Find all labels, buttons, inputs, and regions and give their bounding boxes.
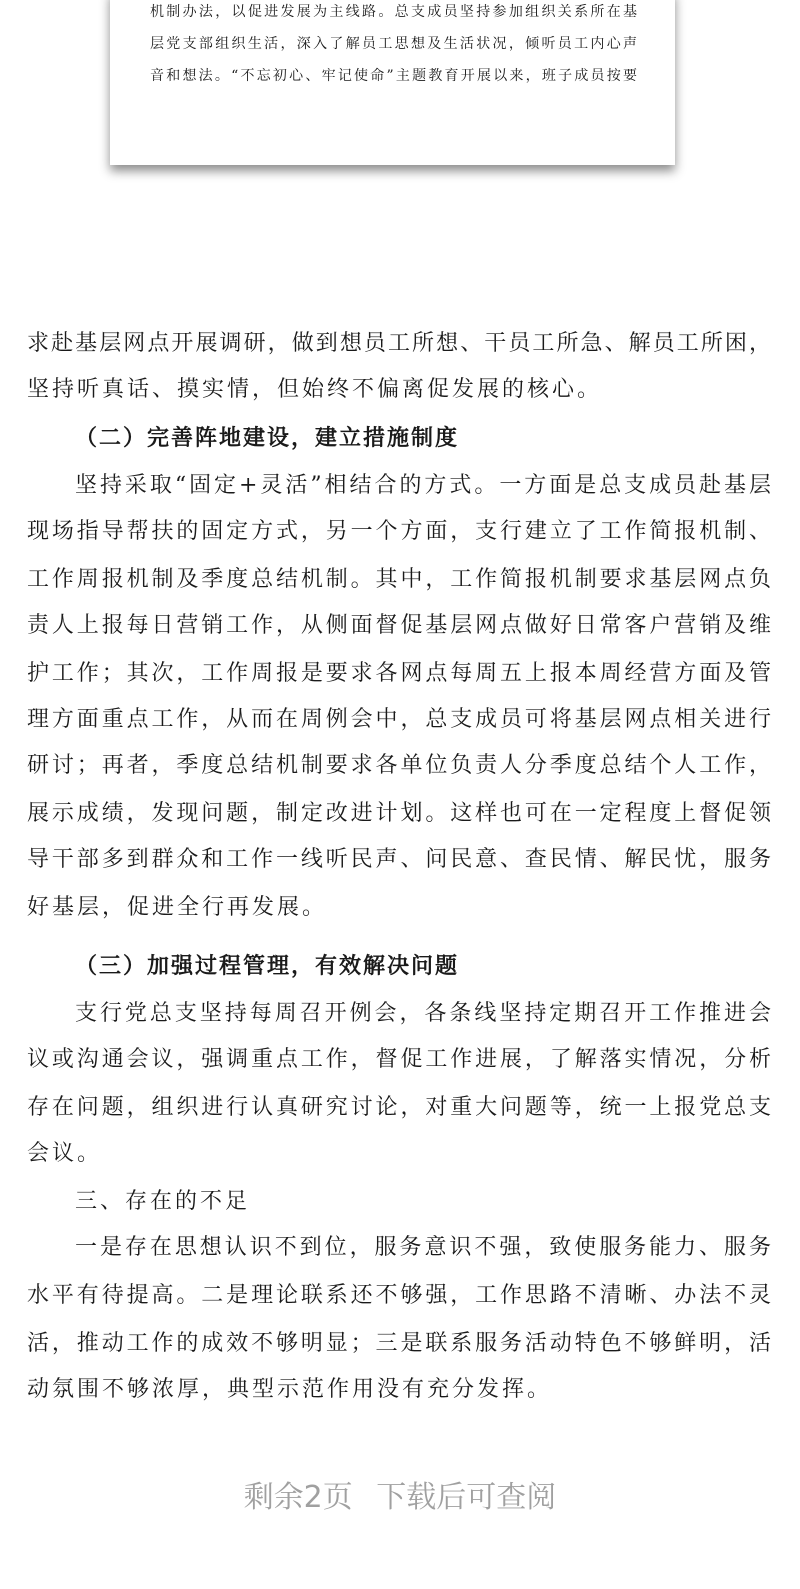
body-text-line: 求赴基层网点开展调研，做到想员工所想、干员工所急、解员工所困，: [27, 331, 772, 356]
body-text-line: 支行党总支坚持每周召开例会，各条线坚持定期召开工作推进会: [75, 1001, 772, 1026]
card-text-line: 音和想法。“不忘初心、牢记使命”主题教育开展以来，班子成员按要: [150, 68, 638, 84]
preview-page-card: [110, 0, 675, 165]
body-text-line: 坚持听真话、摸实情，但始终不偏离促发展的核心。: [27, 377, 603, 402]
body-text-line: 水平有待提高。二是理论联系还不够强，工作思路不清晰、办法不灵: [27, 1283, 772, 1308]
card-text-line: 层党支部组织生活，深入了解员工思想及生活状况，倾听员工内心声: [150, 36, 638, 52]
body-text-line: 活，推动工作的成效不够明显；三是联系服务活动特色不够鲜明，活: [27, 1331, 772, 1356]
section-heading: （三）加强过程管理，有效解决问题: [75, 953, 460, 979]
body-text-line: 三、存在的不足: [75, 1189, 251, 1214]
body-text-line: 导干部多到群众和工作一线听民声、问民意、查民情、解民忧，服务: [27, 847, 772, 872]
body-text-line: 责人上报每日营销工作，从侧面督促基层网点做好日常客户营销及维: [27, 613, 772, 638]
body-text-line: 动氛围不够浓厚，典型示范作用没有充分发挥。: [27, 1377, 553, 1402]
body-text-line: 存在问题，组织进行认真研究讨论，对重大问题等，统一上报党总支: [27, 1095, 772, 1120]
body-text-line: 坚持采取“固定+灵活”相结合的方式。一方面是总支成员赴基层: [75, 473, 772, 498]
body-text-line: 展示成绩，发现问题，制定改进计划。这样也可在一定程度上督促领: [27, 801, 772, 826]
download-to-view-more[interactable]: 剩余2页 下载后可查阅: [243, 1480, 557, 1515]
section-heading: （二）完善阵地建设，建立措施制度: [75, 425, 460, 451]
body-text-line: 工作周报机制及季度总结机制。其中，工作简报机制要求基层网点负: [27, 567, 772, 592]
body-text-line: 一是存在思想认识不到位，服务意识不强，致使服务能力、服务: [75, 1235, 772, 1260]
body-text-line: 现场指导帮扶的固定方式，另一个方面，支行建立了工作简报机制、: [27, 519, 772, 544]
body-text-line: 好基层，促进全行再发展。: [27, 895, 328, 920]
card-text-line: 机制办法，以促进发展为主线路。总支成员坚持参加组织关系所在基: [150, 4, 638, 20]
body-text-line: 会议。: [27, 1141, 103, 1166]
body-text-line: 研讨；再者，季度总结机制要求各单位负责人分季度总结个人工作，: [27, 753, 772, 778]
body-text-line: 议或沟通会议，强调重点工作，督促工作进展，了解落实情况，分析: [27, 1047, 772, 1072]
body-text-line: 理方面重点工作，从而在周例会中，总支成员可将基层网点相关进行: [27, 707, 772, 732]
body-text-line: 护工作；其次，工作周报是要求各网点每周五上报本周经营方面及管: [27, 661, 772, 686]
